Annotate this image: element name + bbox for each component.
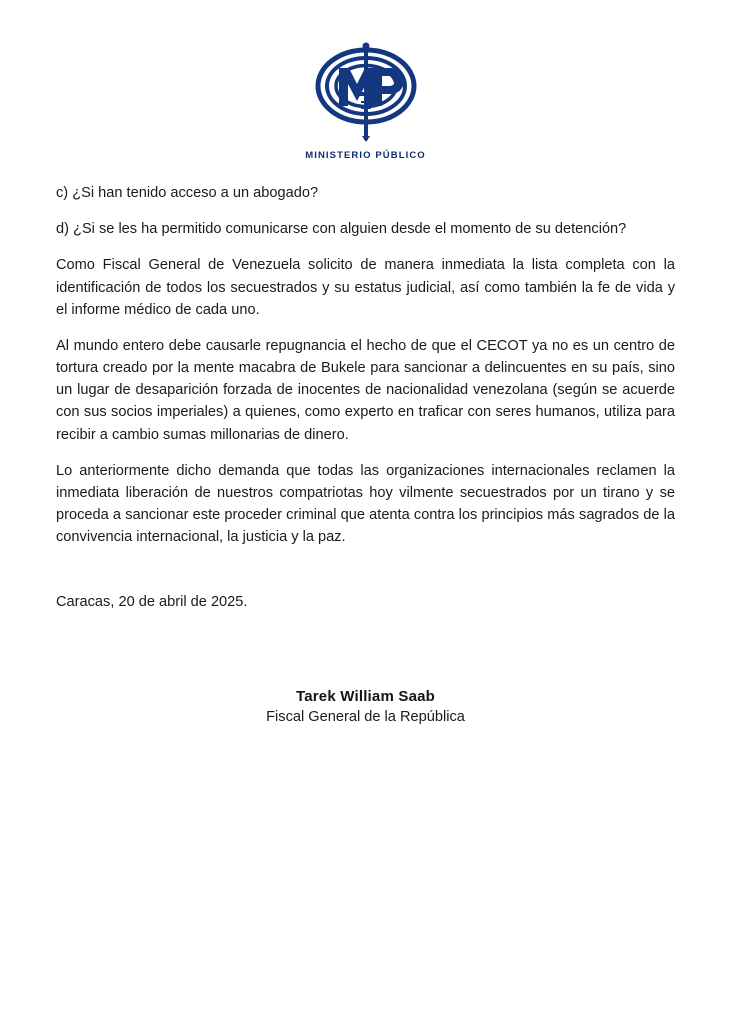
- paragraph-request-list: Como Fiscal General de Venezuela solicito de manera inmediata la lista completa con la identificación de todos los secuestrados y su estatus judicial, así como también la fe de vida y el informe médico de cada uno.: [56, 257, 675, 318]
- logo-emblem-icon: [291, 38, 441, 148]
- paragraph-international-demand: Lo anteriormente dicho demanda que todas las organizaciones internacionales reclamen la inmediata liberación de nuestros compatriotas hoy vilmente secuestrados por un tirano y se proceda a sancionar este proceder criminal que atenta contra los principios más sagrados de la convivencia internacional, la justicia y la paz.: [56, 462, 675, 546]
- document-body: [0, 148, 731, 725]
- paragraph-question-d: d) ¿Si se les ha permitido comunicarse con alguien desde el momento de su detención?: [56, 221, 627, 238]
- paragraph-question-c: c) ¿Si han tenido acceso a un abogado?: [56, 185, 319, 201]
- letterhead-institution-caption: MINISTERIO PÚBLICO: [305, 150, 426, 161]
- ministerio-publico-logo: [291, 38, 441, 161]
- signatory-title: Fiscal General de la República: [266, 709, 465, 726]
- place-and-date: Caracas, 20 de abril de 2025.: [56, 594, 248, 611]
- signature-block: [56, 688, 675, 725]
- paragraph-cecot-statement: Al mundo entero debe causarle repugnancia el hecho de que el CECOT ya no es un centro de tortura creado por la mente macabra de Bukele para sancionar a delincuentes en su país, sino un lugar de desaparición forzada de inocentes de nacionalidad venezolana (según se acuerde con sus socios imperiales) a quienes, como experto en traficar con seres humanos, utiliza para recibir a cambio sumas millonarias de dinero.: [56, 337, 675, 443]
- letterhead: [0, 0, 731, 161]
- signatory-name: Tarek William Saab: [295, 688, 436, 706]
